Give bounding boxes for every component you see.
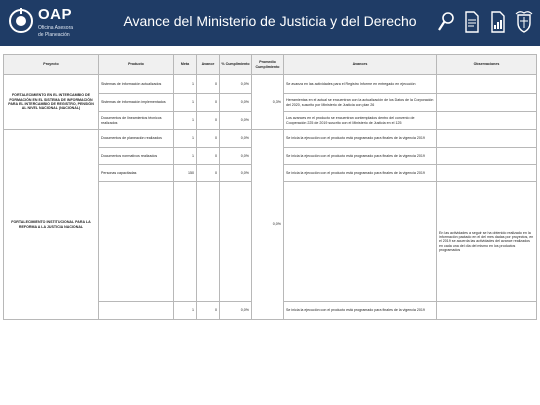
observaciones-cell xyxy=(437,165,537,182)
producto-cell: Personas capacitadas xyxy=(99,165,174,182)
header-icons xyxy=(436,9,534,37)
page-header xyxy=(0,0,540,46)
avances-cell: Se inicia la ejecución con el producto está programado para finales de la vigencia 2019 xyxy=(284,165,437,182)
avances-cell xyxy=(284,182,437,302)
column-header-producto: Producto xyxy=(99,55,174,75)
column-header-cumplimiento: % Cumplimiento xyxy=(220,55,252,75)
column-header-observaciones: Observaciones xyxy=(437,55,537,75)
avance-cell: 0 xyxy=(197,130,220,148)
observaciones-cell xyxy=(437,130,537,148)
meta-cell: 1 xyxy=(174,130,197,148)
cumplimiento-cell: 0,0% xyxy=(220,130,252,148)
avances-cell: Se inicia la ejecución con el producto está programado para finales de la vigencia 2019 xyxy=(284,148,437,165)
producto-cell: Documentos de lineamientos técnicos realizados xyxy=(99,112,174,130)
oap-logo-mark xyxy=(8,8,34,34)
progress-table xyxy=(3,54,537,320)
logo-line-2: de Planeación xyxy=(38,32,70,38)
oap-logo xyxy=(8,6,90,40)
proyecto-cell: FORTALECIMIENTO EN EL INTERCAMBIO DE FORMACIÓN EN EL SISTEMA DE INFORMACIÓN PARA EL INTERCAMBIO DE REGISTRO, PENSIÓN AL NIVEL NACIONAL (NACIONAL) xyxy=(4,75,99,130)
table-header-row xyxy=(4,55,537,75)
meta-cell: 150 xyxy=(174,165,197,182)
observaciones-cell xyxy=(437,94,537,112)
meta-cell: 1 xyxy=(174,94,197,112)
promedio-cell: 0,3% xyxy=(252,75,284,130)
cumplimiento-cell: 0,0% xyxy=(220,94,252,112)
meta-cell: 1 xyxy=(174,302,197,320)
document-icon[interactable] xyxy=(462,9,482,35)
page-title: Avance del Ministerio de Justicia y del Derecho xyxy=(123,13,417,29)
avance-cell: 0 xyxy=(197,75,220,94)
producto-cell: Documentos de planeación realizados xyxy=(99,130,174,148)
column-header-avances: Avances xyxy=(284,55,437,75)
avance-cell: 0 xyxy=(197,148,220,165)
observaciones-cell xyxy=(437,112,537,130)
meta-cell xyxy=(174,182,197,302)
coat-of-arms-icon xyxy=(514,9,534,35)
producto-cell: Documentos normativos realizados xyxy=(99,148,174,165)
progress-table-container xyxy=(3,54,536,320)
cumplimiento-cell: 0,0% xyxy=(220,148,252,165)
table-row xyxy=(4,130,537,148)
producto-cell: Sistemas de información actualizados xyxy=(99,75,174,94)
search-icon[interactable] xyxy=(436,9,456,35)
observaciones-cell xyxy=(437,302,537,320)
column-header-meta: Meta xyxy=(174,55,197,75)
avances-cell: Se inicia la ejecución con el producto está programado para finales de la vigencia 2019 xyxy=(284,302,437,320)
logo-line-1: Oficina Asesora xyxy=(38,25,74,31)
avance-cell: 0 xyxy=(197,112,220,130)
cumplimiento-cell: 0,0% xyxy=(220,112,252,130)
avance-cell xyxy=(197,182,220,302)
observaciones-cell xyxy=(437,148,537,165)
chart-document-icon[interactable] xyxy=(488,9,508,35)
column-header-proyecto: Proyecto xyxy=(4,55,99,75)
avances-cell: Herramientas en el actual se encuentran con la actualización de los Datos de la Corporación del 2020, suscrito por Ministerio de Justicia con plan 26 xyxy=(284,94,437,112)
cumplimiento-cell: 0,0% xyxy=(220,165,252,182)
meta-cell: 1 xyxy=(174,112,197,130)
column-header-avance: Avance xyxy=(197,55,220,75)
producto-cell xyxy=(99,302,174,320)
avance-cell: 0 xyxy=(197,302,220,320)
promedio-cell: 0,0% xyxy=(252,130,284,320)
avances-cell: Se avanza en las actividades para el Registro Informe en entregado en ejecución xyxy=(284,75,437,94)
table-row xyxy=(4,75,537,94)
observaciones-cell: En las actividades a seguir se ha obtenido realizado en la información pactado en el del mes dadas por proyectos, en el 2019 se acuerda las actividades del avance realizados en cada una del día del mismo en los productos programados xyxy=(437,182,537,302)
avance-cell: 0 xyxy=(197,94,220,112)
producto-cell: Sistemas de información implementados xyxy=(99,94,174,112)
avance-cell: 0 xyxy=(197,165,220,182)
cumplimiento-cell xyxy=(220,182,252,302)
cumplimiento-cell: 0,0% xyxy=(220,302,252,320)
meta-cell: 1 xyxy=(174,148,197,165)
producto-cell xyxy=(99,182,174,302)
avances-cell: Los avances en el producto se encuentran contemplados dentro del convenio de Cooperación 225 de 2019 suscrito con el Ministerio de Justicia en el 125 xyxy=(284,112,437,130)
meta-cell: 1 xyxy=(174,75,197,94)
proyecto-cell: FORTALECIMIENTO INSTITUCIONAL PARA LA REFORMA A LA JUSTICIA NACIONAL xyxy=(4,130,99,320)
logo-name: OAP xyxy=(38,6,73,23)
cumplimiento-cell: 0,0% xyxy=(220,75,252,94)
column-header-promedio: Promedio Cumplimiento xyxy=(252,55,284,75)
observaciones-cell xyxy=(437,75,537,94)
avances-cell: Se inicia la ejecución con el producto está programado para finales de la vigencia 2019 xyxy=(284,130,437,148)
